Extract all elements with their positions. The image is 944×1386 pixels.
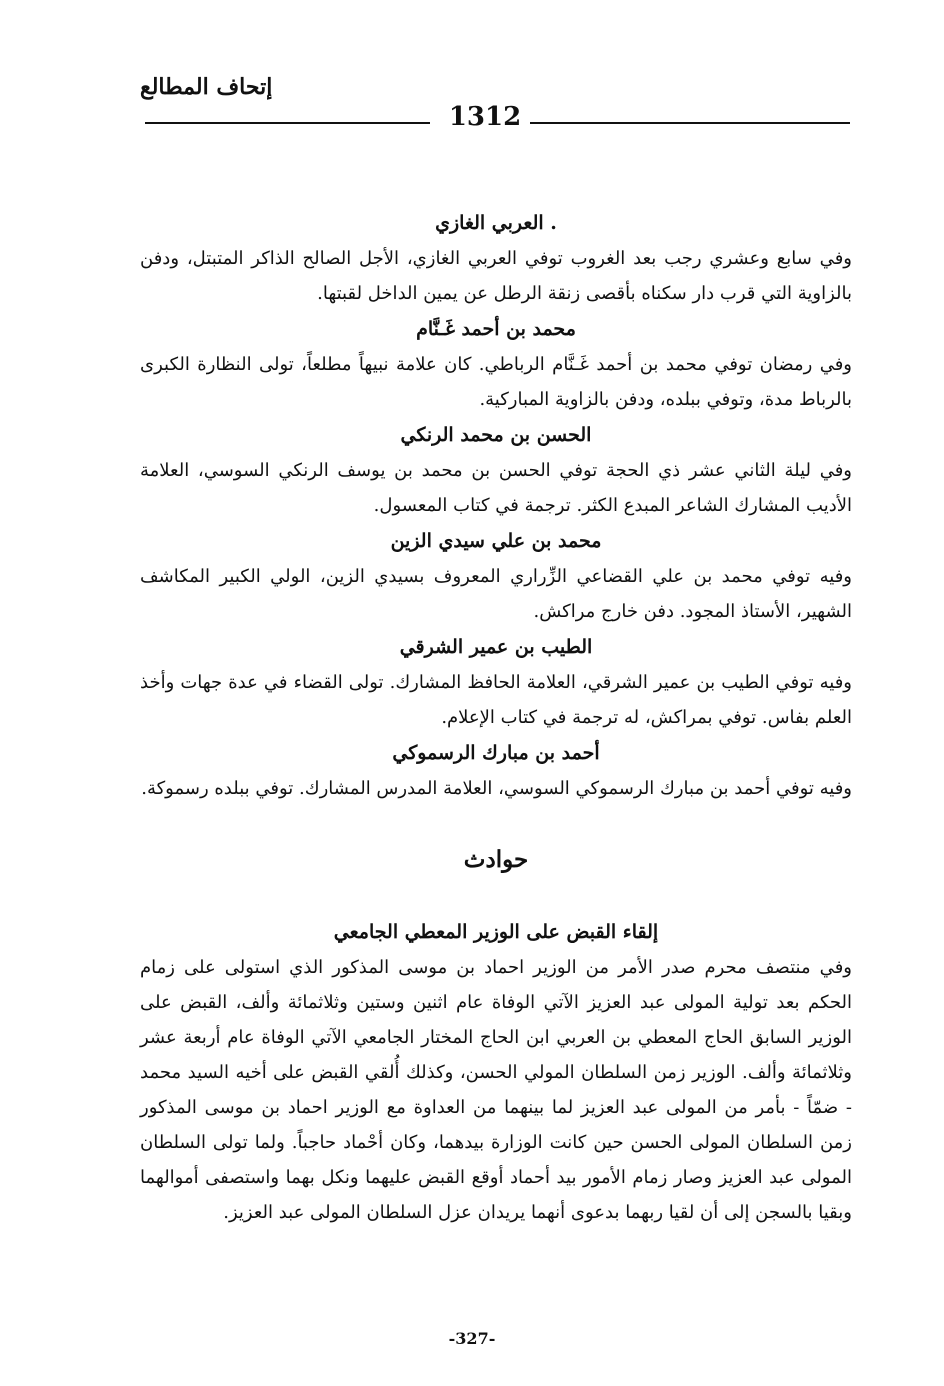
entry-text: وفي رمضان توفي محمد بن أحمد غَـنَّام الرباطي. كان علامة نبيهاً مطلعاً، تولى النظارة الكبرى بالرباط مدة، وتوفي ببلده، ودفن بالزاوية المباركية.: [140, 354, 852, 410]
header-rule-right: [530, 122, 850, 124]
footer-page-number: -327-: [448, 1329, 496, 1348]
entry-text: وفيه توفي أحمد بن مبارك الرسموكي السوسي، العلامة المدرس المشارك. توفي ببلده رسموكة.: [141, 778, 852, 799]
entry-heading: الحسن بن محمد الرنكي: [400, 424, 592, 446]
entry-heading: . العربي الغازي: [435, 212, 557, 234]
entry-heading: محمد بن علي سيدي الزين: [390, 530, 602, 552]
obituary-entry: [140, 735, 852, 806]
obituary-entry: [140, 523, 852, 629]
entry-text: وفيه توفي محمد بن علي القضاعي الزِّراري المعروف بسيدي الزين، الولي الكبير المكاشف الشهير، الأستاذ المجود. دفن خارج مراكش.: [140, 566, 852, 622]
entry-text: وفي ليلة الثاني عشر ذي الحجة توفي الحسن بن محمد بن يوسف الرنكي السوسي، العلامة الأديب المشارك الشاعر المبدع الكثر. ترجمة في كتاب المعسول.: [140, 460, 852, 516]
event-heading: إلقاء القبض على الوزير المعطي الجامعي: [333, 921, 659, 943]
entry-heading: أحمد بن مبارك الرسموكي: [392, 742, 600, 764]
entry-heading: محمد بن أحمد غَـنَّام: [416, 318, 576, 340]
running-title: إتحاف المطالع: [140, 74, 273, 100]
entry-text: وفي سابع وعشري رجب بعد الغروب توفي العربي الغازي، الأجل الصالح الذاكر المتبتل، ودفن بالزاوية التي قرب دار سكناه بأقصى زنقة الرطل عن يمين الداخل لقبتها.: [140, 248, 852, 304]
event-entry: [140, 914, 852, 1230]
page-content: [140, 205, 852, 1230]
header-rule-left: [145, 122, 430, 124]
obituary-entry: [140, 417, 852, 523]
entry-heading: الطيب بن عمير الشرقي: [399, 636, 593, 658]
section-title: حوادث: [463, 846, 529, 873]
obituary-entry: [140, 629, 852, 735]
page-header: [145, 104, 850, 134]
header-page-number: 1312: [448, 102, 522, 132]
entry-text: وفيه توفي الطيب بن عمير الشرقي، العلامة الحافظ المشارك. تولى القضاء في عدة جهات وأخذ العلم بفاس. توفي بمراكش، له ترجمة في كتاب الإعلام.: [140, 672, 852, 728]
obituary-entry: [140, 311, 852, 417]
obituary-entry: [140, 205, 852, 311]
event-text: وفي منتصف محرم صدر الأمر من الوزير احماد بن موسى المذكور الذي استولى على زمام الحكم بعد تولية المولى عبد العزيز الآتي الوفاة عام اثنين وستين وثلاثمائة وألف، القبض على الوزير السابق الحاج المعطي بن العربي ابن الحاج المختار الجامعي الآتي الوفاة عام أربعة عشر وثلاثمائة وألف. الوزير زمن السلطان المولي الحسن، وكذلك أُلقي القبض على أخيه السيد محمد - ضمّاً - بأمر من المولى عبد العزيز لما بينهما من العداوة مع الوزير احماد بن موسى المذكور زمن السلطان المولى الحسن حين كانت الوزارة بيدهما، وكان أحْماد حاجباً. ولما تولى السلطان المولى عبد العزيز وصار زمام الأمور بيد أحماد أوقع القبض عليهما ونكل بهما واستصفى أموالهما وبقيا بالسجن إلى أن لقيا ربهما بدعوى أنهما يريدان عزل السلطان المولى عبد العزيز.: [140, 957, 852, 1223]
